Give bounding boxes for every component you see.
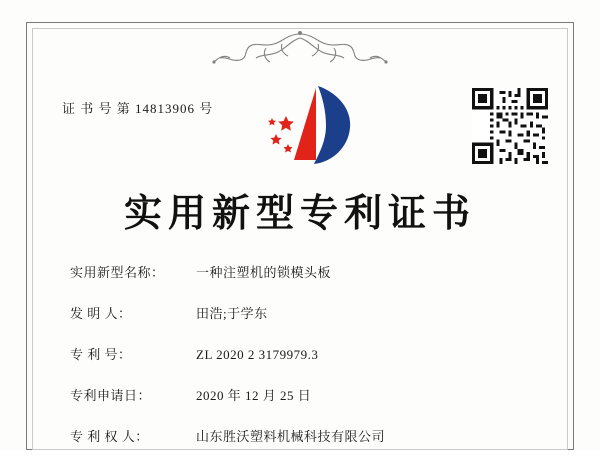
field-label-patentee: 专 利 权 人： bbox=[70, 429, 149, 444]
field-label-patent-number: 专 利 号： bbox=[70, 347, 132, 362]
field-label-utility-model-name: 实用新型名称： bbox=[70, 265, 165, 280]
field-value-inventor: 田浩;于学东 bbox=[196, 306, 268, 321]
field-row bbox=[70, 262, 540, 281]
ornament-decoration-icon bbox=[170, 28, 430, 68]
qr-code-icon bbox=[472, 88, 548, 164]
field-value-utility-model-name: 一种注塑机的锁模头板 bbox=[196, 265, 332, 280]
field-row bbox=[70, 426, 540, 445]
field-row bbox=[70, 385, 540, 404]
field-row bbox=[70, 303, 540, 322]
field-value-patent-number: ZL 2020 2 3179979.3 bbox=[196, 347, 319, 362]
cnipa-logo-icon bbox=[258, 82, 358, 168]
field-label-application-date: 专利申请日： bbox=[70, 388, 152, 403]
page-title: 实用新型专利证书 bbox=[123, 193, 476, 235]
field-value-application-date: 2020 年 12 月 25 日 bbox=[196, 388, 312, 403]
field-value-patentee: 山东胜沃塑料机械科技有限公司 bbox=[196, 429, 386, 444]
field-row bbox=[70, 344, 540, 363]
field-label-inventor: 发 明 人： bbox=[70, 306, 132, 321]
certificate-fields bbox=[70, 262, 540, 467]
certificate-number: 证 书 号 第 14813906 号 bbox=[62, 101, 214, 116]
